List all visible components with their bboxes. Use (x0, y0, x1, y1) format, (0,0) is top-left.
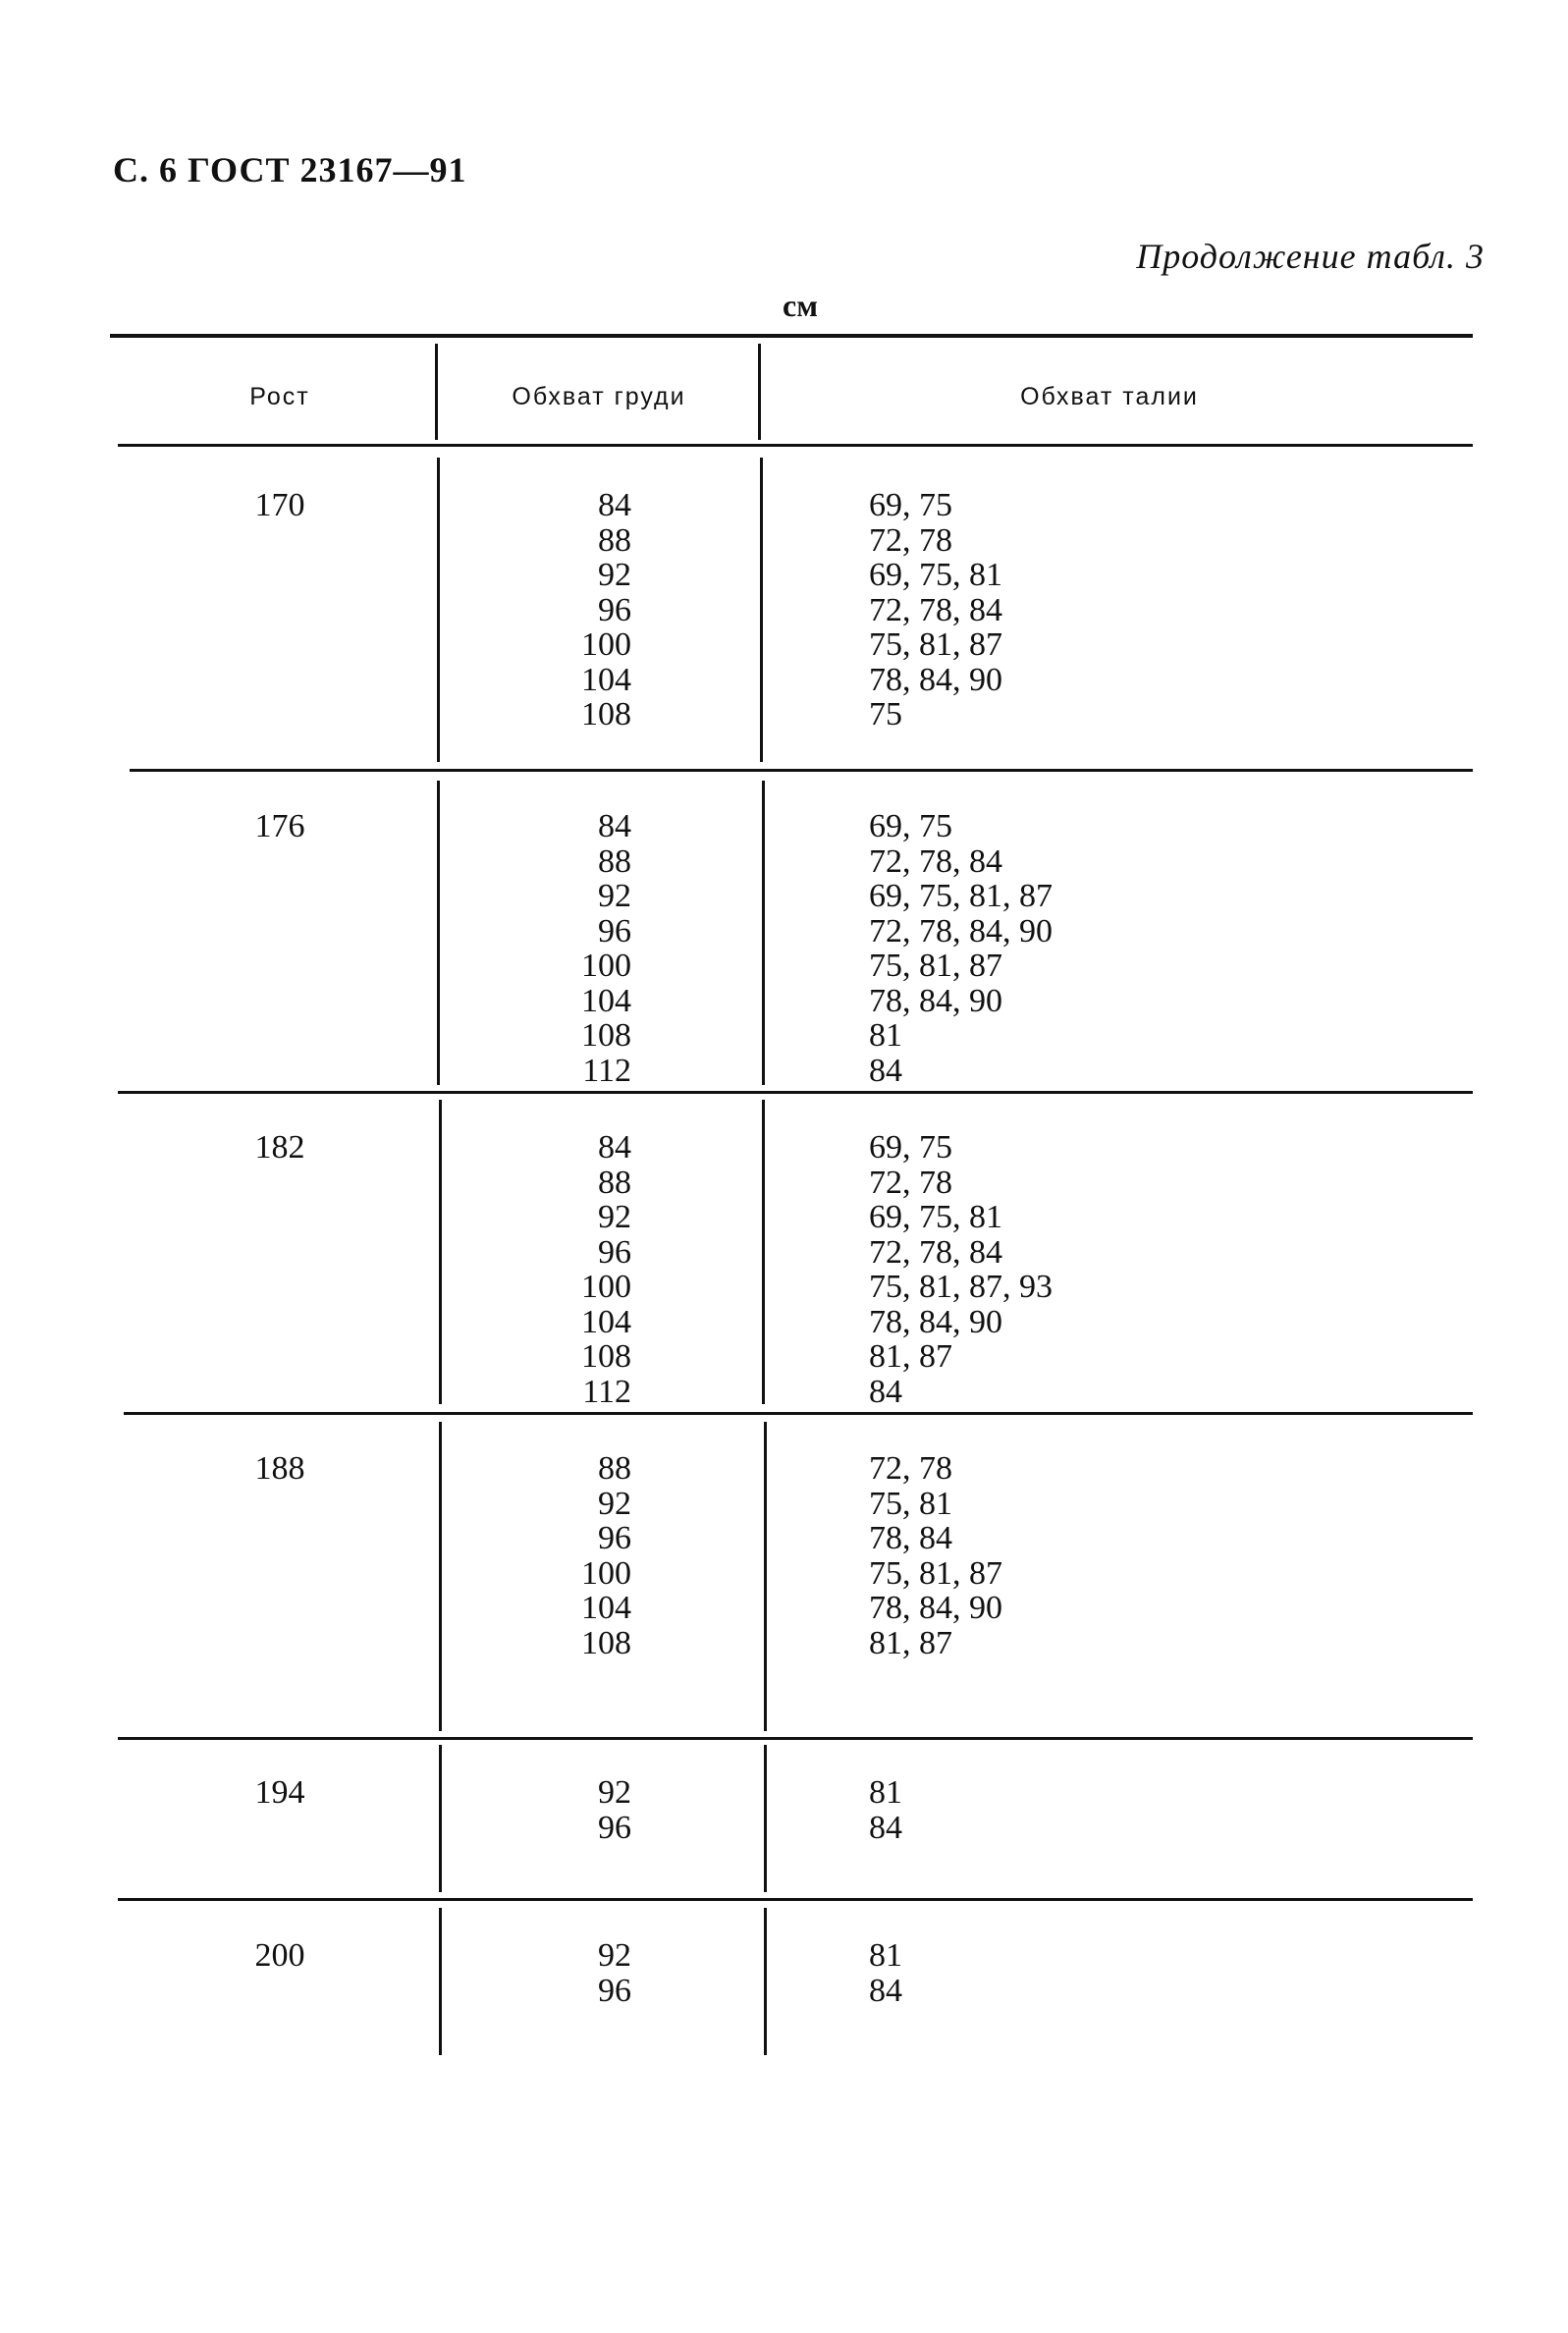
column-separator (760, 458, 763, 762)
waist-value: 84 (869, 1373, 902, 1410)
chest-value: 104 (581, 1590, 631, 1626)
height-value: 200 (254, 1937, 305, 1974)
column-separator (435, 344, 438, 440)
waist-value: 69, 75 (869, 1129, 952, 1166)
chest-value: 104 (581, 982, 631, 1019)
chest-value: 108 (581, 1624, 631, 1661)
chest-value: 88 (598, 521, 631, 559)
chest-value: 88 (598, 1164, 631, 1201)
chest-value: 108 (581, 696, 631, 732)
column-separator (437, 458, 440, 762)
column-separator (764, 1908, 767, 2055)
waist-value: 72, 78, 84, 90 (869, 912, 1053, 949)
waist-value: 69, 75, 81 (869, 557, 1002, 593)
chest-value: 108 (581, 1017, 631, 1054)
column-header-height: Рост (249, 383, 310, 410)
waist-value: 84 (869, 1972, 902, 2009)
waist-values (869, 1130, 1360, 1409)
chest-value: 84 (598, 808, 631, 844)
chest-values (491, 1775, 631, 1845)
waist-value: 78, 84, 90 (869, 1590, 1002, 1626)
column-header-chest: Обхват груди (512, 383, 686, 410)
column-separator (439, 1908, 442, 2055)
group-divider (118, 1737, 1473, 1740)
chest-value: 96 (598, 1520, 631, 1556)
column-separator (762, 781, 765, 1085)
column-separator (764, 1422, 767, 1731)
chest-value: 96 (598, 1809, 631, 1846)
waist-value: 75 (869, 696, 902, 732)
waist-value: 75, 81, 87 (869, 948, 1002, 984)
chest-values (491, 1130, 631, 1409)
chest-value: 96 (598, 1233, 631, 1271)
column-separator (439, 1422, 442, 1731)
height-value: 170 (254, 487, 305, 523)
waist-value: 81, 87 (869, 1624, 952, 1661)
waist-values (869, 809, 1360, 1088)
waist-value: 72, 78 (869, 521, 952, 559)
height-value: 182 (254, 1129, 305, 1166)
waist-value: 84 (869, 1052, 902, 1089)
header-bottom-rule (118, 444, 1473, 447)
waist-value: 75, 81, 87 (869, 626, 1002, 663)
waist-value: 78, 84, 90 (869, 1303, 1002, 1340)
column-header-waist: Обхват талии (1020, 383, 1199, 410)
chest-value: 112 (582, 1373, 631, 1410)
chest-values (491, 809, 631, 1088)
waist-value: 75, 81, 87 (869, 1554, 1002, 1592)
waist-value: 72, 78 (869, 1450, 952, 1487)
group-divider (118, 1898, 1473, 1901)
column-separator (762, 1100, 765, 1404)
chest-value: 88 (598, 1450, 631, 1487)
chest-value: 92 (598, 878, 631, 914)
column-separator (758, 344, 761, 440)
page-header: С. 6 ГОСТ 23167—91 (113, 150, 467, 190)
column-separator (437, 781, 440, 1085)
chest-value: 96 (598, 591, 631, 628)
waist-value: 72, 78, 84 (869, 842, 1002, 880)
waist-value: 69, 75, 81 (869, 1199, 1002, 1235)
chest-value: 104 (581, 661, 631, 698)
waist-value: 75, 81 (869, 1485, 952, 1522)
waist-value: 78, 84, 90 (869, 661, 1002, 698)
chest-value: 88 (598, 842, 631, 880)
chest-value: 104 (581, 1303, 631, 1340)
waist-value: 69, 75, 81, 87 (869, 878, 1053, 914)
chest-value: 92 (598, 1485, 631, 1522)
table-top-rule (110, 334, 1473, 338)
chest-value: 100 (581, 948, 631, 984)
chest-value: 92 (598, 1774, 631, 1811)
chest-value: 92 (598, 1199, 631, 1235)
unit-label: см (783, 288, 818, 323)
chest-value: 96 (598, 912, 631, 949)
chest-value: 84 (598, 1129, 631, 1166)
height-value: 188 (254, 1450, 305, 1487)
waist-value: 81 (869, 1937, 902, 1974)
group-divider (130, 769, 1473, 772)
waist-value: 72, 78, 84 (869, 1233, 1002, 1271)
chest-values (491, 488, 631, 732)
table-continuation-label: Продолжение табл. 3 (1136, 237, 1485, 276)
waist-value: 81 (869, 1017, 902, 1054)
waist-value: 78, 84 (869, 1520, 952, 1556)
group-divider (124, 1412, 1473, 1415)
chest-values (491, 1938, 631, 2008)
chest-value: 100 (581, 1554, 631, 1592)
waist-values (869, 1775, 1360, 1845)
column-separator (439, 1745, 442, 1892)
waist-value: 69, 75 (869, 808, 952, 844)
chest-value: 100 (581, 1269, 631, 1305)
column-separator (764, 1745, 767, 1892)
waist-value: 81 (869, 1774, 902, 1811)
chest-value: 96 (598, 1972, 631, 2009)
chest-values (491, 1451, 631, 1660)
chest-value: 92 (598, 557, 631, 593)
waist-value: 84 (869, 1809, 902, 1846)
waist-value: 75, 81, 87, 93 (869, 1269, 1053, 1305)
height-value: 176 (254, 808, 305, 844)
chest-value: 84 (598, 487, 631, 523)
waist-values (869, 1938, 1360, 2008)
waist-values (869, 1451, 1360, 1660)
column-separator (439, 1100, 442, 1404)
waist-value: 81, 87 (869, 1338, 952, 1375)
waist-value: 69, 75 (869, 487, 952, 523)
chest-value: 112 (582, 1052, 631, 1089)
waist-value: 78, 84, 90 (869, 982, 1002, 1019)
chest-value: 100 (581, 626, 631, 663)
height-value: 194 (254, 1774, 305, 1811)
waist-values (869, 488, 1360, 732)
chest-value: 92 (598, 1937, 631, 1974)
group-divider (118, 1091, 1473, 1094)
waist-value: 72, 78, 84 (869, 591, 1002, 628)
chest-value: 108 (581, 1338, 631, 1375)
waist-value: 72, 78 (869, 1164, 952, 1201)
